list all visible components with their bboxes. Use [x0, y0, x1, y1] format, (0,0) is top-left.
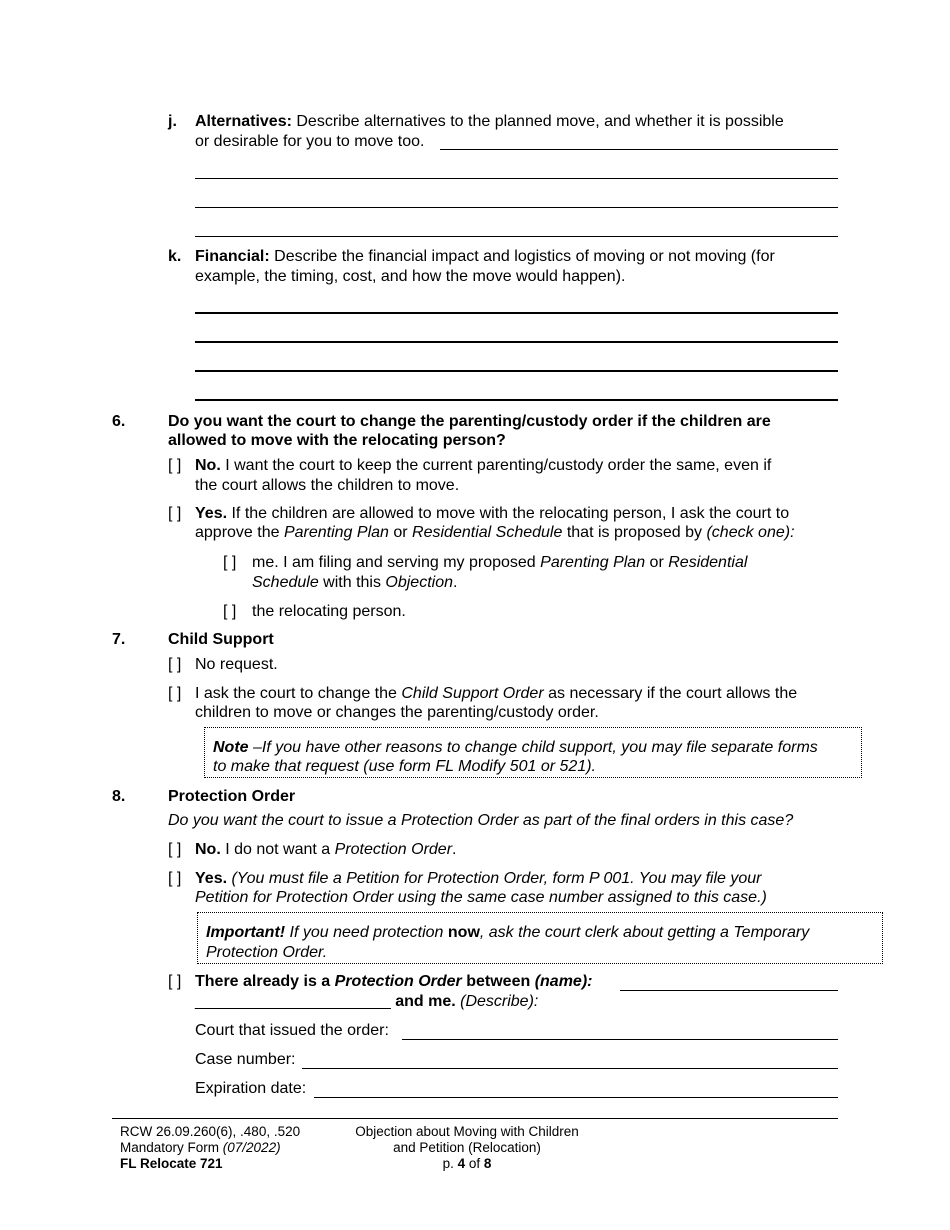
item-j-letter: j.	[168, 113, 177, 130]
financial-field-4[interactable]	[195, 399, 838, 401]
expiration-date-field[interactable]	[314, 1097, 838, 1098]
item-k-title: Financial:	[195, 248, 270, 265]
alternatives-field-3[interactable]	[195, 207, 838, 208]
item-k-line1: Financial: Describe the financial impact and logistics of moving or not moving (for	[195, 248, 775, 265]
option-6-yes-line2: approve the Parenting Plan or Residential Schedule that is proposed by (check one):	[195, 524, 795, 541]
financial-field-2[interactable]	[195, 341, 838, 343]
child-support-note-line2: to make that request (use form FL Modify 501 or 521).	[213, 758, 596, 775]
footer-form-id: FL Relocate 721	[120, 1156, 223, 1171]
footer-divider	[112, 1118, 838, 1119]
important-note-line2: Protection Order.	[206, 944, 328, 961]
section-7-title: Child Support	[168, 631, 274, 648]
item-k-line2: example, the timing, cost, and how the move would happen).	[195, 268, 626, 285]
option-6-relocating: the relocating person.	[252, 603, 406, 620]
financial-field-3[interactable]	[195, 370, 838, 372]
checkbox-6-me[interactable]: [ ]	[223, 554, 237, 571]
section-8-question: Do you want the court to issue a Protection Order as part of the final orders in this case?	[168, 812, 794, 829]
checkbox-6-yes[interactable]: [ ]	[168, 505, 182, 522]
case-number-field[interactable]	[302, 1068, 838, 1069]
item-k-letter: k.	[168, 248, 182, 265]
checkbox-8-no[interactable]: [ ]	[168, 841, 182, 858]
footer-mandatory-form: Mandatory Form (07/2022)	[120, 1140, 281, 1155]
important-note-line1: Important! If you need protection now, ask the court clerk about getting a Temporary	[206, 924, 810, 941]
section-6-question-1: Do you want the court to change the parenting/custody order if the children are	[168, 413, 771, 430]
item-j-line1: Alternatives: Describe alternatives to the planned move, and whether it is possible	[195, 113, 784, 130]
footer-page-number: p. 4 of 8	[442, 1156, 492, 1171]
option-8-yes-line2: Petition for Protection Order using the same case number assigned to this case.)	[195, 889, 767, 906]
expiration-date-label: Expiration date:	[195, 1080, 307, 1097]
court-issued-label: Court that issued the order:	[195, 1022, 389, 1039]
checkbox-7-no-request[interactable]: [ ]	[168, 656, 182, 673]
option-6-me-line1: me. I am filing and serving my proposed Parenting Plan or Residential	[252, 554, 748, 571]
existing-order-line2: ______________________ and me. (Describe):	[195, 993, 539, 1010]
child-support-note-line1: Note –If you have other reasons to change child support, you may file separate forms	[213, 739, 818, 756]
option-8-yes-line1: Yes. (You must file a Petition for Protection Order, form P 001. You may file your	[195, 870, 762, 887]
section-6-number: 6.	[112, 413, 126, 430]
section-6-question-2: allowed to move with the relocating person?	[168, 432, 506, 449]
alternatives-field-2[interactable]	[195, 178, 838, 179]
footer-title-2: and Petition (Relocation)	[393, 1140, 541, 1155]
option-7-no-request: No request.	[195, 656, 278, 673]
option-6-me-line2: Schedule with this Objection.	[252, 574, 458, 591]
financial-field-1[interactable]	[195, 312, 838, 314]
checkbox-8-yes[interactable]: [ ]	[168, 870, 182, 887]
alternatives-field-4[interactable]	[195, 236, 838, 237]
option-6-no-line1: No. I want the court to keep the current parenting/custody order the same, even if	[195, 457, 772, 474]
item-j-title: Alternatives:	[195, 113, 292, 130]
case-number-label: Case number:	[195, 1051, 296, 1068]
option-7-change-line2: children to move or changes the parenting/custody order.	[195, 704, 599, 721]
court-issued-field[interactable]	[402, 1039, 838, 1040]
other-party-name-field[interactable]	[620, 990, 838, 991]
footer-title-1: Objection about Moving with Children	[355, 1124, 579, 1139]
section-8-title: Protection Order	[168, 788, 296, 805]
existing-order-line1: There already is a Protection Order between (name):	[195, 973, 593, 990]
option-6-yes-line1: Yes. If the children are allowed to move with the relocating person, I ask the court to	[195, 505, 790, 522]
checkbox-7-change[interactable]: [ ]	[168, 685, 182, 702]
section-8-number: 8.	[112, 788, 126, 805]
option-8-no: No. I do not want a Protection Order.	[195, 841, 457, 858]
item-j-line2: or desirable for you to move too.	[195, 133, 425, 150]
option-7-change-line1: I ask the court to change the Child Support Order as necessary if the court allows the	[195, 685, 798, 702]
other-party-name-continuation[interactable]: ______________________	[195, 993, 391, 1010]
checkbox-6-no[interactable]: [ ]	[168, 457, 182, 474]
checkbox-8-existing-order[interactable]: [ ]	[168, 973, 182, 990]
alternatives-field-1[interactable]	[440, 149, 838, 150]
section-7-number: 7.	[112, 631, 126, 648]
option-6-no-line2: the court allows the children to move.	[195, 477, 460, 494]
footer-rcw: RCW 26.09.260(6), .480, .520	[120, 1124, 301, 1139]
checkbox-6-relocating[interactable]: [ ]	[223, 603, 237, 620]
